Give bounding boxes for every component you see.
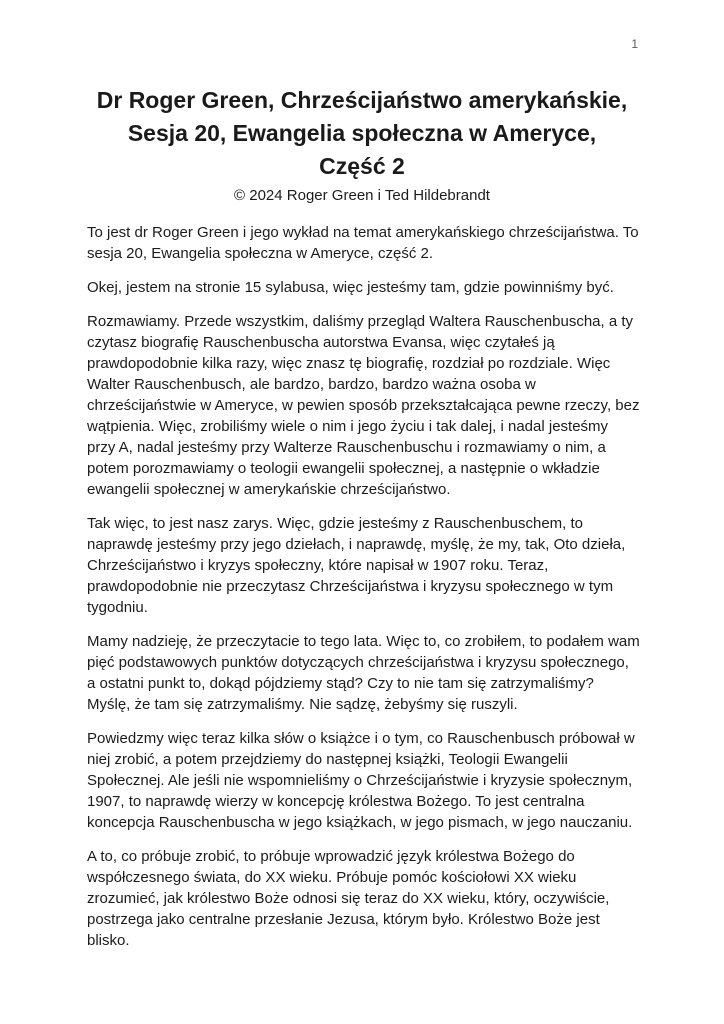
title-line-3: Część 2 [319,153,405,179]
copyright-line: © 2024 Roger Green i Ted Hildebrandt [234,187,490,204]
document-title [58,84,666,183]
document-body [87,222,640,951]
paragraph-4: Tak więc, to jest nasz zarys. Więc, gdzie jesteśmy z Rauschenbuschem, to naprawdę jesteśmy przy jego dziełach, i naprawdę, myślę, że my, tak, Oto dzieła, Chrześcijaństwo i kryzys społeczny, które napisał w 1907 roku. Teraz, prawdopodobnie nie przeczytasz Chrześcijaństwa i kryzysu społecznego w tym tygodniu. [87,515,626,616]
paragraph-6: Powiedzmy więc teraz kilka słów o książce i o tym, co Rauschenbusch próbował w niej zrobić, a potem przejdziemy do następnej książki, Teologii Ewangelii Społecznej. Ale jeśli nie wspomnieliśmy o Chrześcijaństwie i kryzysie społecznym, 1907, to naprawdę wierzy w koncepcję królestwa Bożego. To jest centralna koncepcja Rauschenbuscha w jego książkach, w jego pismach, w jego nauczaniu. [87,730,635,831]
title-line-1: Dr Roger Green, Chrześcijaństwo amerykańskie, [96,87,628,113]
paragraph-5: Mamy nadzieję, że przeczytacie to tego lata. Więc to, co zrobiłem, to podałem wam pięć podstawowych punktów dotyczących chrześcijaństwa i kryzysu społecznego, a ostatni punkt to, dokąd pójdziemy stąd? Czy to nie tam się zatrzymaliśmy? Myślę, że tam się zatrzymaliśmy. Nie sądzę, żebyśmy się ruszyli. [87,633,640,713]
paragraph-3: Rozmawiamy. Przede wszystkim, daliśmy przegląd Waltera Rauschenbuscha, a ty czytasz biografię Rauschenbuscha autorstwa Evansa, więc czytałeś ją prawdopodobnie kilka razy, więc znasz tę biografię, rozdział po rozdziale. Więc Walter Rauschenbusch, ale bardzo, bardzo, bardzo ważna osoba w chrześcijaństwie w Ameryce, w pewien sposób przekształcająca pewne rzeczy, bez wątpienia. Więc, zrobiliśmy wiele o nim i jego życiu i tak dalej, i nadal jesteśmy przy A, nadal jesteśmy przy Walterze Rauschenbuschu i rozmawiamy o nim, a potem porozmawiamy o teologii ewangelii społecznej, a następnie o wkładzie ewangelii społecznej w amerykańskie chrześcijaństwo. [87,313,640,498]
paragraph-1: To jest dr Roger Green i jego wykład na temat amerykańskiego chrześcijaństwa. To sesja 20, Ewangelia społeczna w Ameryce, część 2. [87,224,639,262]
paragraph-2: Okej, jestem na stronie 15 sylabusa, więc jesteśmy tam, gdzie powinniśmy być. [87,279,614,296]
paragraph-7: A to, co próbuje zrobić, to próbuje wprowadzić język królestwa Bożego do współczesnego świata, do XX wieku. Próbuje pomóc kościołowi XX wieku zrozumieć, jak królestwo Boże odnosi się teraz do XX wieku, który, oczywiście, postrzega jako centralne przesłanie Jezusa, którym było. Królestwo Boże jest blisko. [87,848,610,949]
title-line-2: Sesja 20, Ewangelia społeczna w Ameryce, [127,120,597,146]
page-number: 1 [631,37,638,51]
